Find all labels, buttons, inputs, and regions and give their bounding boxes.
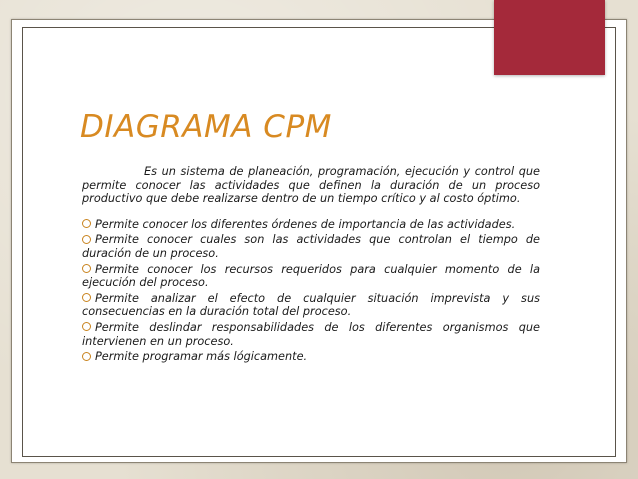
bullet-circle-icon [82,219,91,228]
bullet-text: Permite conocer los recursos requeridos para cualquier momento de la ejecución del proceso. [82,262,540,290]
bullet-text: Permite analizar el efecto de cualquier situación imprevista y sus consecuencias en la duración total del proceso. [82,291,540,319]
bullet-circle-icon [82,235,91,244]
bullet-text: Permite conocer los diferentes órdenes de importancia de las actividades. [95,217,516,231]
slide-content [82,165,540,366]
bullet-text: Permite programar más lógicamente. [95,350,308,364]
bullet-text: Permite deslindar responsabilidades de los diferentes organismos que intervienen en un proceso. [82,320,540,348]
intro-paragraph: Es un sistema de planeación, programación, ejecución y control que permite conocer las actividades que definen la duración de un proceso productivo que debe realizarse dentro de un tiempo crítico y al costo óptimo. [82,165,540,206]
bullet-text: Permite conocer cuales son las actividades que controlan el tiempo de duración de un proceso. [82,233,540,260]
slide-title: DIAGRAMA CPM [80,109,332,145]
list-item [82,350,540,364]
bullet-circle-icon [82,293,91,302]
bullet-circle-icon [82,352,91,361]
list-item [82,292,540,319]
list-item [82,218,540,232]
accent-tab [494,0,605,75]
bullet-circle-icon [82,264,91,273]
bullet-circle-icon [82,322,91,331]
list-item [82,321,540,348]
bullet-list [82,218,540,364]
list-item [82,233,540,260]
list-item [82,263,540,290]
